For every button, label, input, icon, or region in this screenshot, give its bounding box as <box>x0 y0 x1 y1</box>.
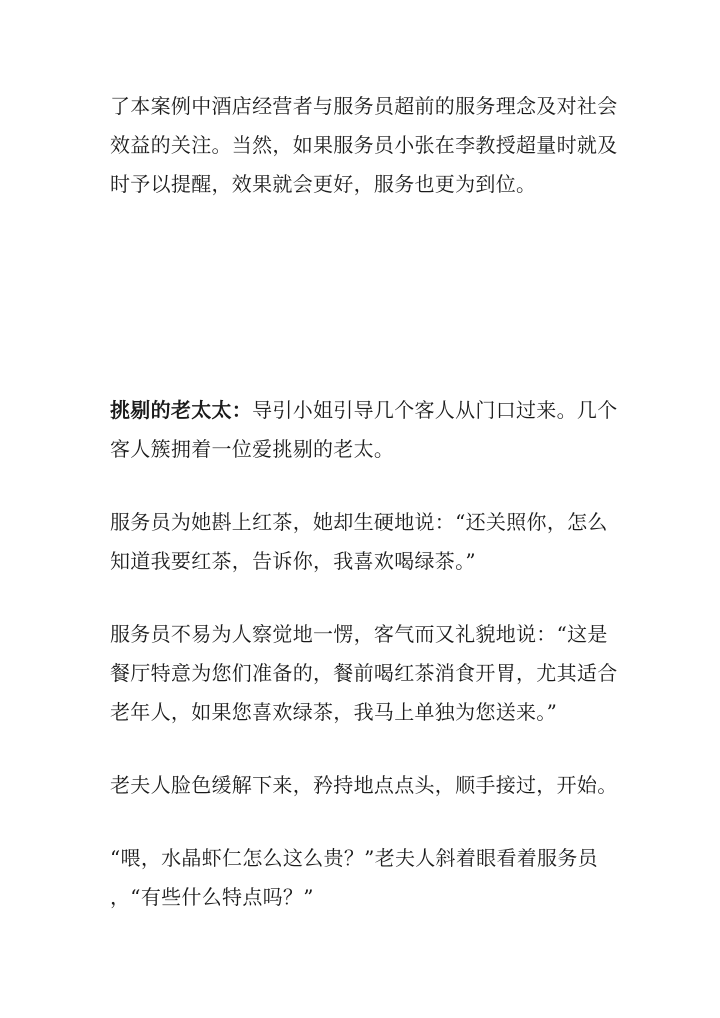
paragraph-3-line-1: 服务员为她斟上红茶，她却生硬地说：“还关照你，怎么 <box>110 510 608 534</box>
paragraph-4-line-2: 餐厅特意为您们准备的，餐前喝红茶消食开胃，尤其适合 <box>110 661 618 685</box>
paragraph-1-line-3: 时予以提醒，效果就会更好，服务也更为到位。 <box>110 172 537 196</box>
paragraph-1-line-2: 效益的关注。当然，如果服务员小张在李教授超量时就及 <box>110 133 618 157</box>
paragraph-6-line-1: “喂，水晶虾仁怎么这么贵？”老夫人斜着眼看着服务员 <box>110 846 598 870</box>
paragraph-4-line-3: 老年人，如果您喜欢绿茶，我马上单独为您送来。” <box>110 700 558 724</box>
paragraph-2-line-2: 客人簇拥着一位爱挑剔的老太。 <box>110 437 395 461</box>
paragraph-4-line-1: 服务员不易为人察觉地一愣，客气而又礼貌地说：“这是 <box>110 622 608 646</box>
paragraph-3-line-2: 知道我要红茶，告诉你，我喜欢喝绿茶。” <box>110 549 476 573</box>
section-title: 挑剔的老太太： <box>110 398 253 422</box>
paragraph-2-line-1-text: 导引小姐引导几个客人从门口过来。几个 <box>252 398 618 422</box>
paragraph-6-line-2: ，“有些什么特点吗？” <box>110 885 314 909</box>
paragraph-2-line-1 <box>110 398 618 422</box>
paragraph-5-line-1: 老夫人脸色缓解下来，矜持地点点头，顺手接过，开始。 <box>110 773 618 797</box>
paragraph-1-line-1: 了本案例中酒店经营者与服务员超前的服务理念及对社会 <box>110 94 618 118</box>
